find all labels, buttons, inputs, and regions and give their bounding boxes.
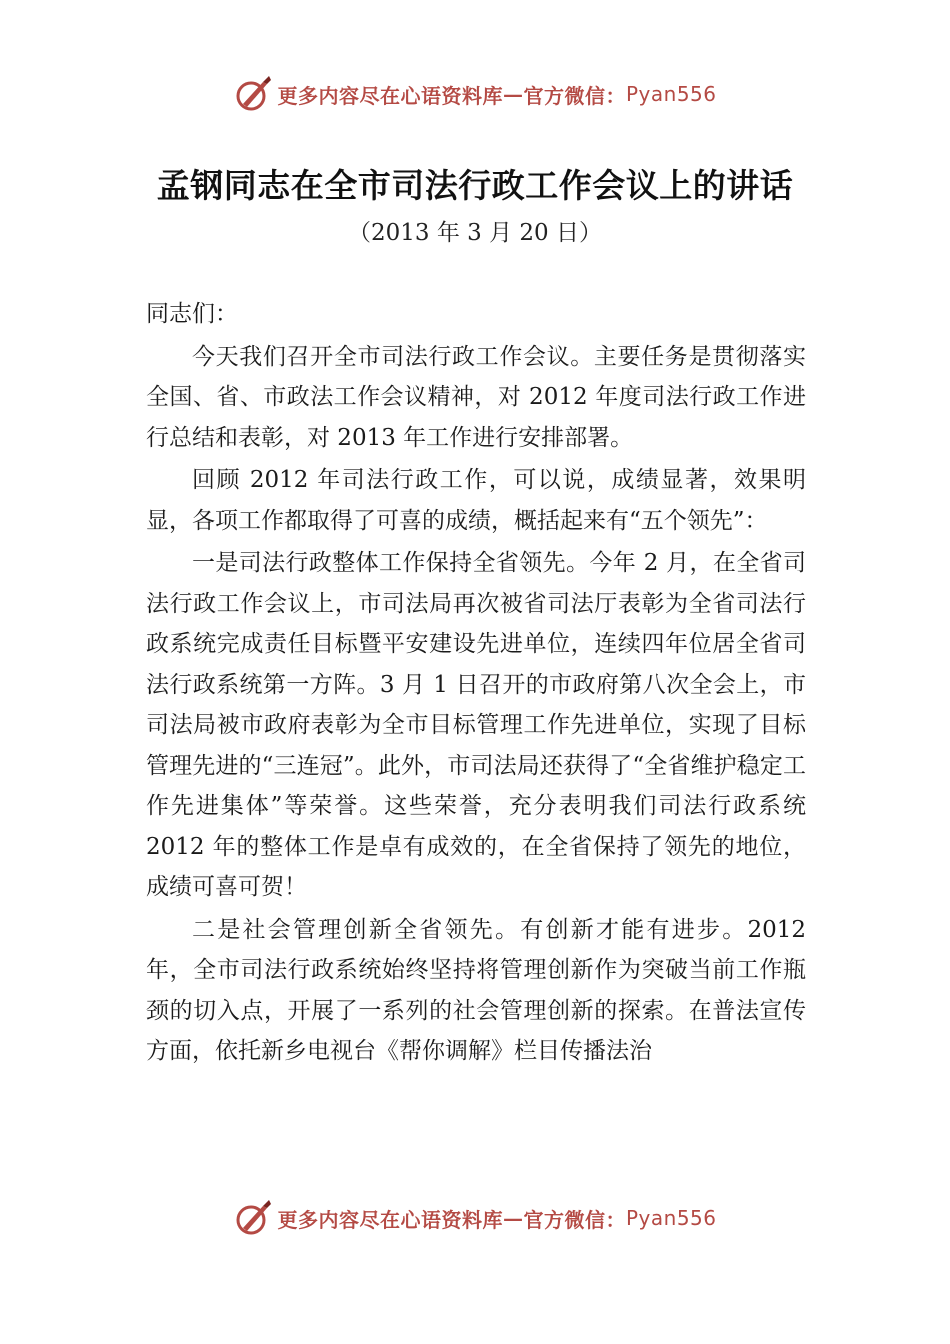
header-banner (0, 72, 950, 116)
banner-wechat-id: Pyan556 (625, 82, 717, 106)
paragraph: 二是社会管理创新全省领先。有创新才能有进步。2012 年，全市司法行政系统始终坚持将管理创新作为突破当前工作瓶颈的切入点，开展了一系列的社会管理创新的探索。在普法宣传方面，依托新乡电视台《帮你调解》栏目传播法治 (146, 916, 806, 1064)
banner-contact: 官方微信： (523, 1207, 626, 1232)
banner-separator: — (502, 1206, 524, 1230)
banner-contact: 官方微信： (523, 83, 626, 108)
document-body (146, 294, 806, 1072)
paragraph: 今天我们召开全市司法行政工作会议。主要任务是贯彻落实全国、省、市政法工作会议精神，对 2012 年度司法行政工作进行总结和表彰，对 2013 年工作进行安排部署。 (146, 343, 806, 451)
document-date: （2013 年 3 月 20 日） (348, 220, 602, 246)
salutation: 同志们： (146, 301, 238, 327)
paragraph: 回顾 2012 年司法行政工作，可以说，成绩显著，效果明显，各项工作都取得了可喜的成绩，概括起来有“五个领先”： (146, 467, 806, 534)
banner-separator: — (502, 82, 524, 106)
banner-wechat-id: Pyan556 (625, 1206, 717, 1230)
banner-brand: 更多内容尽在心语资料库 (277, 1207, 503, 1232)
pen-logo-icon (233, 1198, 273, 1238)
pen-logo-icon (233, 74, 273, 114)
banner-brand: 更多内容尽在心语资料库 (277, 83, 503, 108)
document-title: 孟钢同志在全市司法行政工作会议上的讲话 (156, 166, 794, 205)
footer-banner (0, 1196, 950, 1240)
paragraph: 一是司法行政整体工作保持全省领先。今年 2 月，在全省司法行政工作会议上，市司法局再次被省司法厅表彰为全省司法行政系统完成责任目标暨平安建设先进单位，连续四年位居全省司法行政系统第一方阵。3 月 1 日召开的市政府第八次全会上，市司法局被市政府表彰为全市目标管理工作先进单位，实现了目标管理先进的“三连冠”。此外，市司法局还获得了“全省维护稳定工作先进集体”等荣誉。这些荣誉，充分表明我们司法行政系统 2012 年的整体工作是卓有成效的，在全省保持了领先的地位，成绩可喜可贺！ (146, 550, 806, 900)
